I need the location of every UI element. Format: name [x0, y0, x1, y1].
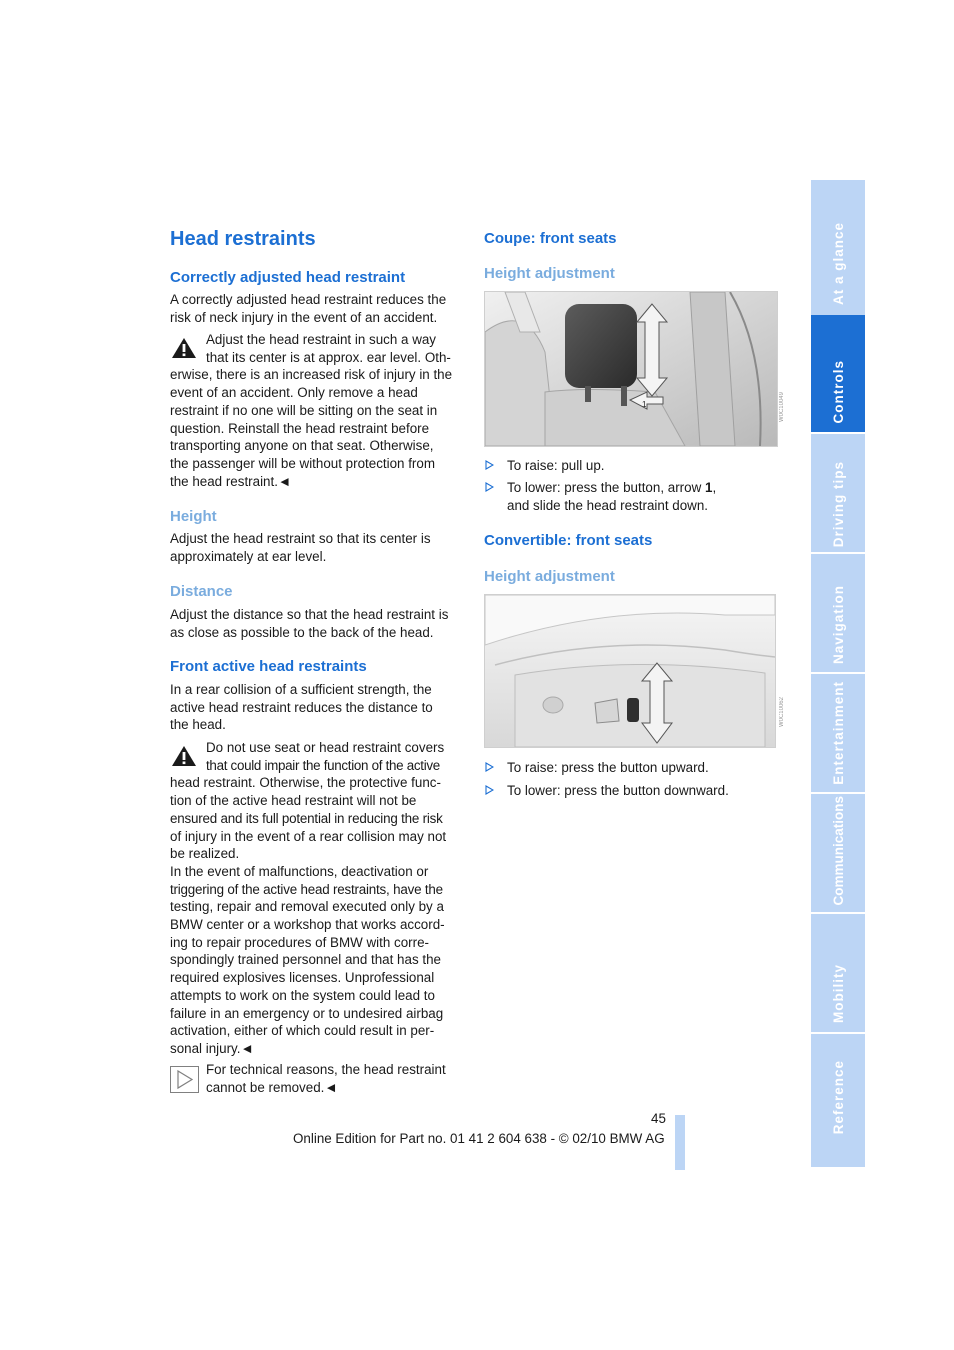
warning-2-line: be realized.: [170, 846, 240, 862]
tab-controls[interactable]: [811, 315, 865, 432]
tab-label: Reference: [830, 1060, 846, 1135]
distance-paragraph: [170, 606, 462, 641]
tab-navigation[interactable]: [811, 554, 865, 672]
distance-line: as close as possible to the back of the head.: [170, 624, 434, 640]
convertible-seat-illustration: [484, 594, 776, 748]
distance-line: Adjust the distance so that the head restraint is: [170, 607, 449, 622]
page-marker-bar: [675, 1115, 685, 1170]
tab-entertainment[interactable]: [811, 674, 865, 792]
coupe-bullet-2: [507, 479, 716, 497]
warning-2-line: spondingly trained personnel and that has the: [170, 952, 441, 968]
warning-2-line: of injury in the event of a rear collision may not: [170, 828, 447, 844]
bullet-triangle-icon: [485, 785, 494, 795]
coupe-bullet-2-bold: 1: [704, 480, 713, 495]
bullet-triangle-icon: [485, 460, 494, 470]
coupe-bullet-2-text: To lower: press the button, arrow: [507, 480, 705, 495]
tab-at-a-glance[interactable]: [811, 180, 865, 313]
page-title: Head restraints: [170, 228, 316, 250]
warning-1-line: the passenger will be without protection from: [170, 455, 435, 471]
distance-heading: Distance: [170, 583, 233, 600]
coupe-subheading: Height adjustment: [484, 265, 615, 282]
warning-1-text: [170, 331, 462, 490]
coupe-headrest-drawing: [485, 292, 777, 446]
warning-2-line: activation, either of which could result in per-: [170, 1023, 435, 1039]
warning-1-line: question. Reinstall the head restraint before: [170, 420, 430, 436]
active-paragraph: [170, 681, 462, 734]
bullet-triangle-icon: [485, 482, 494, 492]
bullet-triangle-icon: [485, 762, 494, 772]
tab-label: Navigation: [830, 585, 846, 665]
warning-2-line: testing, repair and removal executed only by a: [170, 899, 444, 915]
height-line: Adjust the head restraint so that its center is: [170, 531, 431, 546]
active-heading: Front active head restraints: [170, 658, 367, 675]
warning-1-line: the head restraint.◄: [170, 473, 292, 489]
note-line: cannot be removed.◄: [206, 1079, 338, 1095]
tab-label: Mobility: [830, 964, 846, 1023]
arrow-number-label: 1: [642, 400, 647, 409]
tab-reference[interactable]: [811, 1034, 865, 1167]
height-paragraph: [170, 530, 462, 565]
height-heading: Height: [170, 508, 217, 525]
convertible-image-code: W0C10062: [779, 697, 785, 728]
note-line: For technical reasons, the head restraint: [206, 1062, 446, 1077]
warning-2-line: ing to repair procedures of BMW with corre-: [170, 934, 429, 950]
warning-1-line: event of an accident. Only remove a head: [170, 385, 418, 401]
tab-mobility[interactable]: [811, 914, 865, 1032]
warning-2-line: attempts to work on the system could lead to: [170, 987, 435, 1003]
coupe-heading: Coupe: front seats: [484, 230, 617, 247]
warning-1-line: Adjust the head restraint in such a way: [206, 332, 437, 347]
coupe-headrest-illustration: [484, 291, 778, 447]
tab-label: Communications: [830, 796, 846, 906]
coupe-bullet-2-line2: and slide the head restraint down.: [507, 498, 708, 513]
warning-2-line: sonal injury.◄: [170, 1040, 254, 1056]
tab-communications[interactable]: [811, 794, 865, 912]
warning-2-line: failure in an emergency or to undesired airbag: [170, 1005, 444, 1021]
convertible-seat-drawing: [485, 595, 775, 747]
warning-2-line: Do not use seat or head restraint covers: [206, 740, 445, 755]
tab-label: At a glance: [830, 222, 846, 306]
warning-2-line: triggering of the active head restraints, have the: [170, 881, 443, 897]
convertible-bullet-2: To lower: press the button downward.: [507, 783, 729, 798]
tab-driving-tips[interactable]: [811, 434, 865, 552]
active-line: active head restraint reduces the distance to: [170, 699, 433, 715]
coupe-bullet-2-tail: ,: [712, 480, 717, 495]
warning-1-line: that its center is at approx. ear level. Oth-: [206, 349, 451, 365]
tab-label: Controls: [830, 360, 846, 424]
note-icon: [170, 1066, 199, 1093]
warning-2-text: [170, 739, 462, 1058]
note-text: [206, 1061, 466, 1096]
coupe-image-code: W0C10049: [779, 392, 785, 423]
warning-2-line: BMW center or a workshop that works accord-: [170, 917, 445, 933]
warning-2-line: ensured and its full potential in reducing the risk: [170, 810, 443, 826]
convertible-subheading: Height adjustment: [484, 568, 615, 585]
tab-label: Driving tips: [830, 461, 846, 548]
active-line: the head.: [170, 717, 226, 733]
edition-footer: Online Edition for Part no. 01 41 2 604 638 - © 02/10 BMW AG: [293, 1131, 665, 1146]
page-number: 45: [651, 1111, 666, 1126]
warning-1-line: erwise, there is an increased risk of injury in the: [170, 367, 453, 383]
active-line: In a rear collision of a sufficient strength, the: [170, 682, 432, 697]
tab-label: Entertainment: [830, 681, 846, 785]
correct-paragraph: A correctly adjusted head restraint reduces the risk of neck injury in the event of an accident.: [170, 292, 447, 325]
warning-2-line: head restraint. Otherwise, the protective func-: [170, 775, 441, 791]
warning-1-line: restraint if no one will be sitting on the seat in: [170, 402, 438, 418]
height-line: approximately at ear level.: [170, 548, 327, 564]
convertible-bullet-1: To raise: press the button upward.: [507, 760, 709, 775]
correct-heading: Correctly adjusted head restraint: [170, 269, 406, 286]
warning-2-line: tion of the active head restraint will not be: [170, 793, 417, 809]
coupe-bullet-1: To raise: pull up.: [507, 458, 605, 473]
convertible-heading: Convertible: front seats: [484, 532, 653, 549]
warning-2-line: that could impair the function of the active: [206, 757, 440, 773]
warning-2-line: In the event of malfunctions, deactivation or: [170, 863, 429, 879]
warning-1-line: transporting anyone on that seat. Otherwise,: [170, 438, 434, 454]
warning-2-line: required explosives licenses. Unprofessional: [170, 970, 435, 986]
